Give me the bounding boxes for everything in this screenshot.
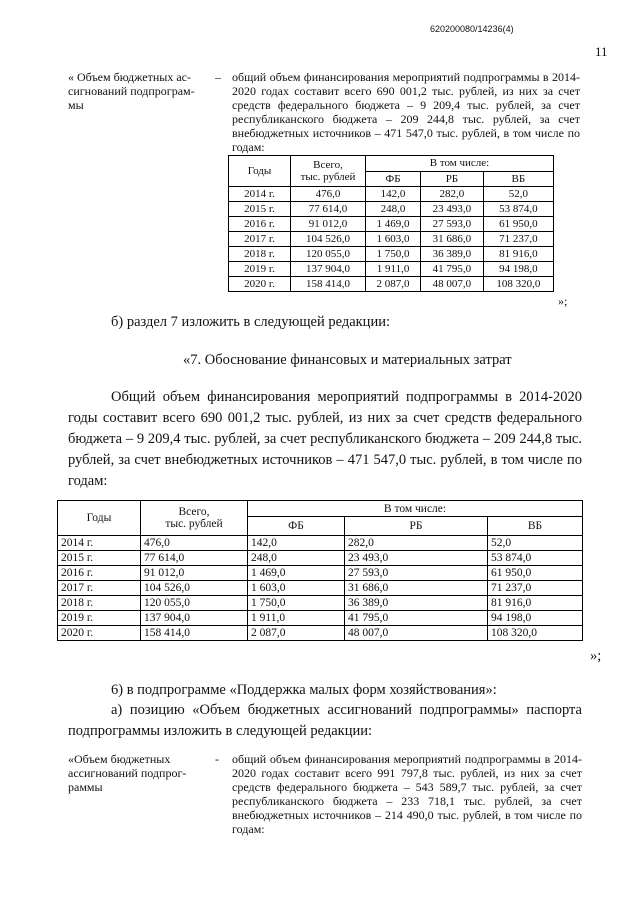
cell-year: 2015 г. xyxy=(229,202,291,217)
line-a: а) позицию «Объем бюджетных ассигнований подпрограммы» паспорта подпрограммы изложить в следующей редакции: xyxy=(68,702,582,739)
th-rb: РБ xyxy=(421,171,484,187)
cell-vb: 53 874,0 xyxy=(483,202,553,217)
th-vb: ВБ xyxy=(488,517,583,536)
cell-fb: 248,0 xyxy=(366,202,421,217)
cell-vb: 52,0 xyxy=(483,187,553,202)
cell-fb: 1 911,0 xyxy=(366,262,421,277)
line-b: б) раздел 7 изложить в следующей редакции: xyxy=(111,314,390,330)
cell-year: 2018 г. xyxy=(58,596,141,611)
cell-total: 91 012,0 xyxy=(141,566,248,581)
cell-vb: 61 950,0 xyxy=(488,566,583,581)
cell-total: 104 526,0 xyxy=(141,581,248,596)
cell-vb: 81 916,0 xyxy=(483,247,553,262)
table-row xyxy=(229,247,554,262)
cell-rb: 23 493,0 xyxy=(345,551,488,566)
cell-rb: 36 389,0 xyxy=(345,596,488,611)
cell-total: 77 614,0 xyxy=(141,551,248,566)
table-row xyxy=(229,202,554,217)
th-vb: ВБ xyxy=(483,171,553,187)
table-row xyxy=(229,277,554,292)
th-years: Годы xyxy=(58,501,141,536)
document-number: 620200080/14236(4) xyxy=(430,24,514,34)
page-number: 11 xyxy=(595,44,608,59)
cell-rb: 48 007,0 xyxy=(421,277,484,292)
cell-fb: 1 603,0 xyxy=(248,581,345,596)
table-row xyxy=(58,626,583,641)
section-title: «7. Обоснование финансовых и материальных затрат xyxy=(183,352,512,368)
th-years: Годы xyxy=(229,156,291,187)
cell-year: 2014 г. xyxy=(229,187,291,202)
cell-total: 137 904,0 xyxy=(141,611,248,626)
table-row xyxy=(229,187,554,202)
section-paragraph: Общий объем финансирования мероприятий подпрограммы в 2014-2020 годы составит всего 690 001,2 тыс. рублей, из них за счет средств федерального бюджета – 9 209,4 тыс. рублей, за счет республиканского бюджета – 209 244,8 тыс. рублей, за счет внебюджетных источников – 471 547,0 тыс. рублей, в том числе по годам: xyxy=(68,389,582,489)
cell-fb: 1 750,0 xyxy=(366,247,421,262)
table-row xyxy=(229,262,554,277)
th-fb: ФБ xyxy=(366,171,421,187)
th-including: В том числе: xyxy=(366,156,554,172)
cell-year: 2018 г. xyxy=(229,247,291,262)
cell-fb: 1 911,0 xyxy=(248,611,345,626)
cell-rb: 27 593,0 xyxy=(345,566,488,581)
table-row xyxy=(229,232,554,247)
dash-2: - xyxy=(215,752,219,766)
cell-rb: 41 795,0 xyxy=(345,611,488,626)
cell-year: 2020 г. xyxy=(229,277,291,292)
cell-total: 158 414,0 xyxy=(141,626,248,641)
table-row xyxy=(58,596,583,611)
financing-table-2 xyxy=(57,500,583,641)
cell-rb: 282,0 xyxy=(345,536,488,551)
cell-total: 77 614,0 xyxy=(291,202,366,217)
cell-total: 476,0 xyxy=(291,187,366,202)
cell-total: 120 055,0 xyxy=(291,247,366,262)
cell-fb: 142,0 xyxy=(248,536,345,551)
budget-label-1: « Объем бюджетных ас- сигнований подпрограм- мы xyxy=(68,70,195,112)
cell-total: 120 055,0 xyxy=(141,596,248,611)
cell-total: 137 904,0 xyxy=(291,262,366,277)
financing-table-1 xyxy=(228,155,554,292)
budget-text-2: общий объем финансирования мероприятий подпрограммы в 2014-2020 годах составит всего 991 797,8 тыс. рублей, из них за счет средств федерального бюджета – 543 589,7 тыс. рублей, за счет республиканского бюджета – 233 718,1 тыс. рублей, за счет внебюджетных источников – 214 490,0 тыс. рублей, в том числе по годам: xyxy=(232,752,582,836)
th-total: Всего, тыс. рублей xyxy=(141,501,248,536)
cell-vb: 108 320,0 xyxy=(488,626,583,641)
cell-year: 2016 г. xyxy=(58,566,141,581)
cell-year: 2017 г. xyxy=(229,232,291,247)
cell-vb: 61 950,0 xyxy=(483,217,553,232)
cell-year: 2016 г. xyxy=(229,217,291,232)
table-row xyxy=(58,566,583,581)
th-including: В том числе: xyxy=(248,501,583,517)
cell-total: 91 012,0 xyxy=(291,217,366,232)
cell-vb: 108 320,0 xyxy=(483,277,553,292)
cell-total: 476,0 xyxy=(141,536,248,551)
cell-rb: 27 593,0 xyxy=(421,217,484,232)
cell-rb: 31 686,0 xyxy=(345,581,488,596)
cell-fb: 2 087,0 xyxy=(366,277,421,292)
cell-fb: 142,0 xyxy=(366,187,421,202)
cell-rb: 48 007,0 xyxy=(345,626,488,641)
cell-year: 2017 г. xyxy=(58,581,141,596)
cell-vb: 52,0 xyxy=(488,536,583,551)
cell-year: 2019 г. xyxy=(229,262,291,277)
dash-1: – xyxy=(215,70,221,84)
cell-fb: 1 750,0 xyxy=(248,596,345,611)
table-row xyxy=(229,217,554,232)
cell-total: 158 414,0 xyxy=(291,277,366,292)
cell-total: 104 526,0 xyxy=(291,232,366,247)
cell-vb: 94 198,0 xyxy=(483,262,553,277)
cell-fb: 1 469,0 xyxy=(366,217,421,232)
cell-year: 2019 г. xyxy=(58,611,141,626)
cell-rb: 41 795,0 xyxy=(421,262,484,277)
cell-year: 2015 г. xyxy=(58,551,141,566)
cell-fb: 1 469,0 xyxy=(248,566,345,581)
cell-vb: 71 237,0 xyxy=(483,232,553,247)
th-fb: ФБ xyxy=(248,517,345,536)
cell-rb: 31 686,0 xyxy=(421,232,484,247)
cell-year: 2020 г. xyxy=(58,626,141,641)
cell-rb: 36 389,0 xyxy=(421,247,484,262)
table-2-closing-quote: »; xyxy=(590,648,602,664)
budget-text-1: общий объем финансирования мероприятий подпрограммы в 2014-2020 годах составит всего 690 001,2 тыс. рублей, из них за счет средств федерального бюджета – 9 209,4 тыс. рублей, за счет республиканского бюджета – 209 244,8 тыс. рублей, за счет внебюджетных источников – 471 547,0 тыс. рублей, в том числе по годам: xyxy=(232,70,580,154)
cell-fb: 2 087,0 xyxy=(248,626,345,641)
table-row xyxy=(58,536,583,551)
table-row xyxy=(58,551,583,566)
budget-label-2: «Объем бюджетных ассигнований подпрог- раммы xyxy=(68,752,187,794)
cell-rb: 282,0 xyxy=(421,187,484,202)
th-total: Всего, тыс. рублей xyxy=(291,156,366,187)
table-1-closing-quote: »; xyxy=(558,294,568,308)
cell-vb: 53 874,0 xyxy=(488,551,583,566)
cell-year: 2014 г. xyxy=(58,536,141,551)
table-row xyxy=(58,611,583,626)
th-rb: РБ xyxy=(345,517,488,536)
cell-rb: 23 493,0 xyxy=(421,202,484,217)
cell-fb: 248,0 xyxy=(248,551,345,566)
line-v: 6) в подпрограмме «Поддержка малых форм хозяйствования»: xyxy=(111,682,497,698)
table-row xyxy=(58,581,583,596)
cell-vb: 94 198,0 xyxy=(488,611,583,626)
cell-vb: 81 916,0 xyxy=(488,596,583,611)
cell-vb: 71 237,0 xyxy=(488,581,583,596)
cell-fb: 1 603,0 xyxy=(366,232,421,247)
